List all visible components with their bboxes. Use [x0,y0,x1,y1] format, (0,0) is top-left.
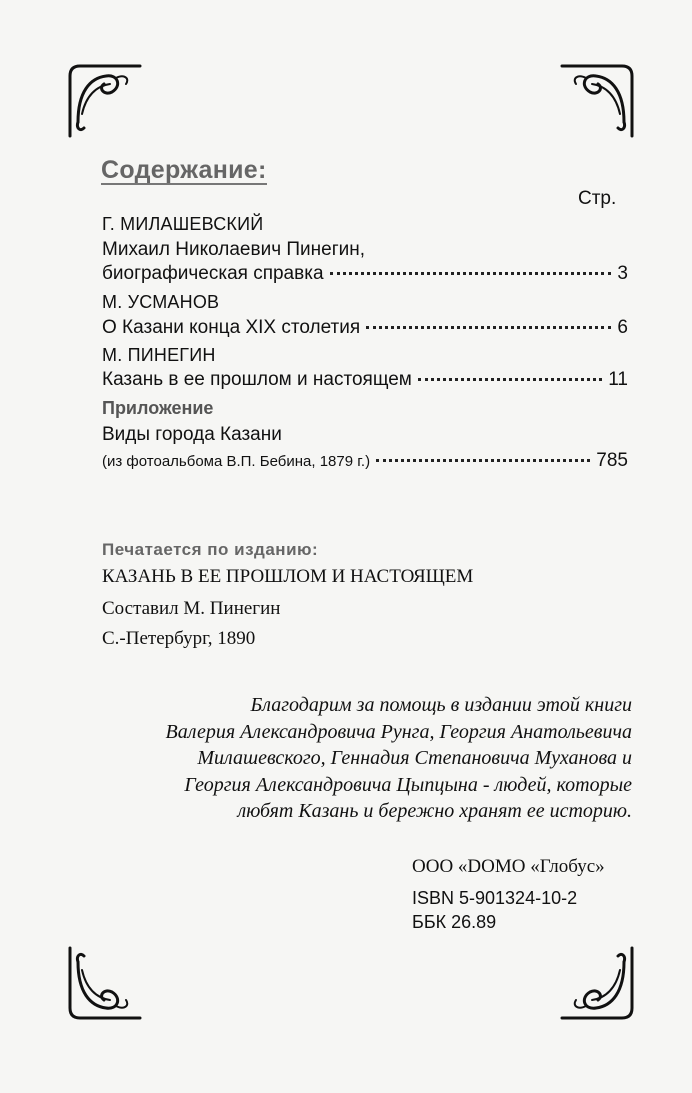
entry-3-author: М. ПИНЕГИН [102,345,216,365]
source-title: КАЗАНЬ В ЕЕ ПРОШЛОМ И НАСТОЯЩЕМ [102,566,474,587]
appendix-label: Приложение [102,398,214,418]
acknowledgement-line-5: любят Казань и бережно хранят ее историю. [237,800,632,822]
contents-heading: Содержание: [101,156,267,184]
publisher-bbk: ББК 26.89 [412,912,497,932]
corner-ornament-bottom-left [66,946,142,1022]
entry-2-title: О Казани конца XIX столетия [102,317,361,338]
source-heading: Печатается по изданию: [102,540,319,559]
entry-3-title: Казань в ее прошлом и настоящем [102,369,412,390]
entry-1-page: 3 [617,263,628,284]
entry-2-page: 6 [617,317,628,338]
acknowledgement-line-3: Милашевского, Геннадия Степановича Муханова и [197,747,632,769]
acknowledgement [100,692,632,825]
toc-row-2[interactable] [102,316,628,340]
appendix-title: Виды города Казани [102,424,282,445]
toc-row-1[interactable] [102,262,628,286]
publisher-name: ООО «DOMO «Глобус» [412,856,605,877]
appendix-note: (из фотоальбома В.П. Бебина, 1879 г.) [102,453,371,470]
page-column-label: Стр. [578,188,617,209]
entry-1-title-line2: биографическая справка [102,263,324,284]
acknowledgement-line-4: Георгия Александровича Цыпцына - людей, которые [184,773,632,796]
entry-3-page: 11 [608,369,628,390]
source-compiled-by: Составил М. Пинегин [102,598,281,619]
corner-ornament-bottom-right [560,946,636,1022]
entry-2-author: М. УСМАНОВ [102,292,220,312]
leader-dots [330,272,612,275]
acknowledgement-line-1: Благодарим за помощь в издании этой книги [250,694,632,716]
corner-ornament-top-left [66,62,142,138]
leader-dots [366,326,611,329]
toc-row-appendix[interactable] [102,449,628,474]
leader-dots [418,378,602,381]
toc-row-3[interactable] [102,368,628,392]
entry-1-title-line1: Михаил Николаевич Пинегин, [102,239,366,260]
appendix-page: 785 [596,450,628,471]
leader-dots [376,459,590,462]
entry-1-author: Г. МИЛАШЕВСКИЙ [102,214,264,234]
acknowledgement-line-2: Валерия Александровича Рунга, Георгия Анатольевича [165,720,632,743]
corner-ornament-top-right [560,62,636,138]
source-place-year: С.-Петербург, 1890 [102,628,256,649]
publisher-isbn: ISBN 5-901324-10-2 [412,888,578,908]
